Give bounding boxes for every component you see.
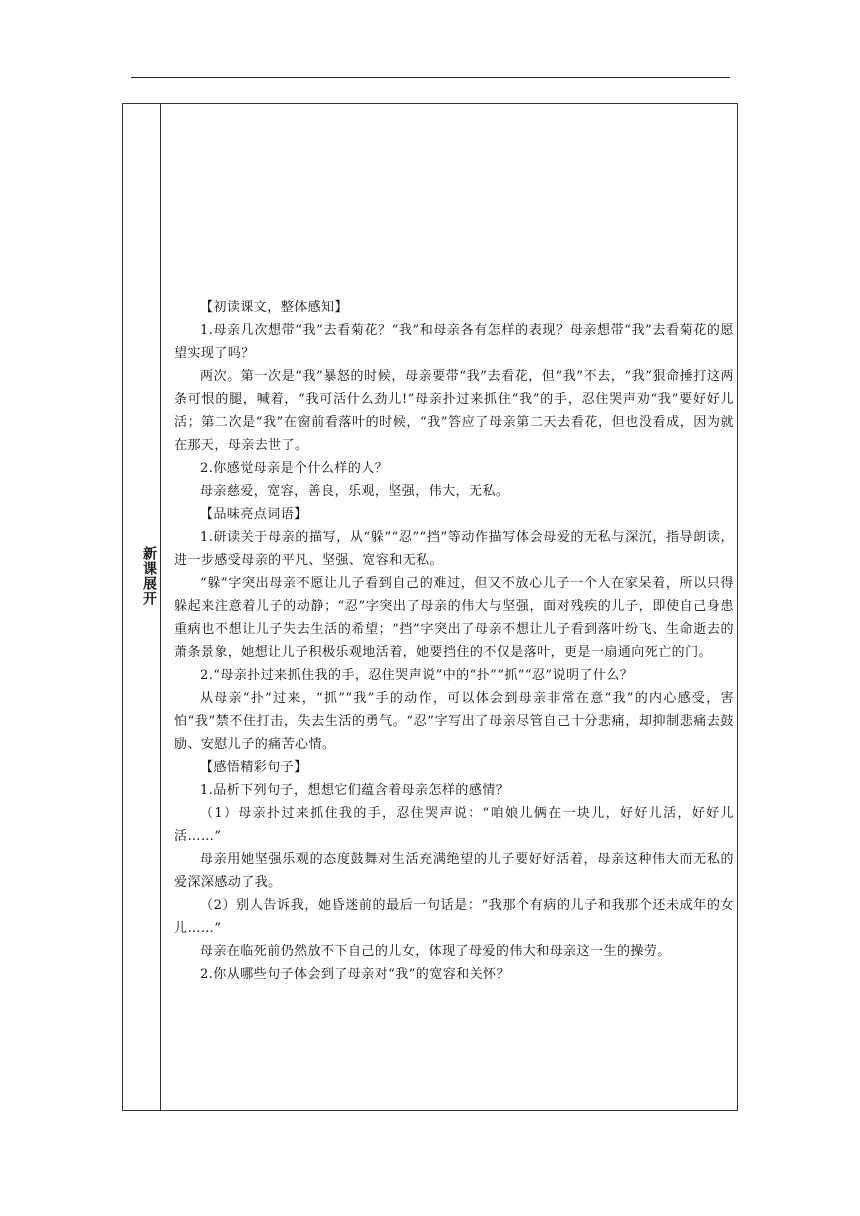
section-heading-sentence-study: 【感悟精彩句子】 <box>200 760 308 775</box>
question-6: 2.你从哪些句子体会到了母亲对“我”的宽容和关怀？ <box>200 967 510 982</box>
section-heading-first-reading: 【初读课文，整体感知】 <box>200 300 348 315</box>
section-heading-word-study: 【品味亮点词语】 <box>200 507 308 522</box>
lesson-content <box>174 296 734 986</box>
answer-3: “躲”字突出母亲不愿让儿子看到自己的难过，但又不放心儿子一个人在家呆着，所以只得躲起来注意着儿子的动静；“忍”字突出了母亲的伟大与坚强，面对残疾的儿子，即使自己身患重病也不想让儿子失去生活的希望；“挡”字突出了母亲不想让儿子看到落叶纷飞、生命逝去的萧条景象，她想让儿子积极乐观地活着，她要挡住的不仅是落叶，更是一扇通向死亡的门。 <box>174 576 734 660</box>
question-3: 1.研读关于母亲的描写，从“躲”“忍”“挡”等动作描写体会母爱的无私与深沉，指导朗读，进一步感受母亲的平凡、坚强、宽容和无私。 <box>174 530 734 568</box>
quote-2: （2）别人告诉我，她昏迷前的最后一句话是：“我那个有病的儿子和我那个还未成年的女儿……” <box>174 898 734 936</box>
answer-1: 两次。第一次是“我”暴怒的时候，母亲要带“我”去看花，但“我”不去，“我”狠命捶打这两条可恨的腿，喊着，“我可活什么劲儿!”母亲扑过来抓住“我”的手，忍住哭声劝“我”要好好儿活；第二次是“我”在窗前看落叶的时候，“我”答应了母亲第二天去看花，但也没看成，因为就在那天，母亲去世了。 <box>174 369 734 453</box>
section-label: 新课展开 <box>141 546 157 606</box>
question-1: 1.母亲几次想带“我”去看菊花？“我”和母亲各有怎样的表现？母亲想带“我”去看菊花的愿望实现了吗？ <box>174 323 734 361</box>
question-2: 2.你感觉母亲是个什么样的人？ <box>200 461 389 476</box>
answer-4: 从母亲“扑”过来，“抓”“我”手的动作，可以体会到母亲非常在意“我”的内心感受，害怕“我”禁不住打击，失去生活的勇气。“忍”字写出了母亲尽管自己十分悲痛，却抑制悲痛去鼓励、安慰儿子的痛苦心情。 <box>174 691 734 752</box>
question-4: 2.“母亲扑过来抓住我的手，忍住哭声说”中的“扑”“抓”“忍”说明了什么？ <box>200 668 634 683</box>
answer-5b: 母亲在临死前仍然放不下自己的儿女，体现了母爱的伟大和母亲这一生的操劳。 <box>200 944 671 959</box>
question-5: 1.品析下列句子，想想它们蕴含着母亲怎样的感情？ <box>200 783 510 798</box>
header-rule <box>131 77 730 78</box>
answer-5a: 母亲用她坚强乐观的态度鼓舞对生活充满绝望的儿子要好好活着，母亲这种伟大而无私的爱深深感动了我。 <box>174 852 734 890</box>
section-label-cell <box>123 104 161 1110</box>
quote-1: （1）母亲扑过来抓住我的手，忍住哭声说：“咱娘儿俩在一块儿，好好儿活，好好儿活……” <box>174 806 734 844</box>
answer-2: 母亲慈爱，宽容，善良，乐观，坚强，伟大，无私。 <box>200 484 510 499</box>
